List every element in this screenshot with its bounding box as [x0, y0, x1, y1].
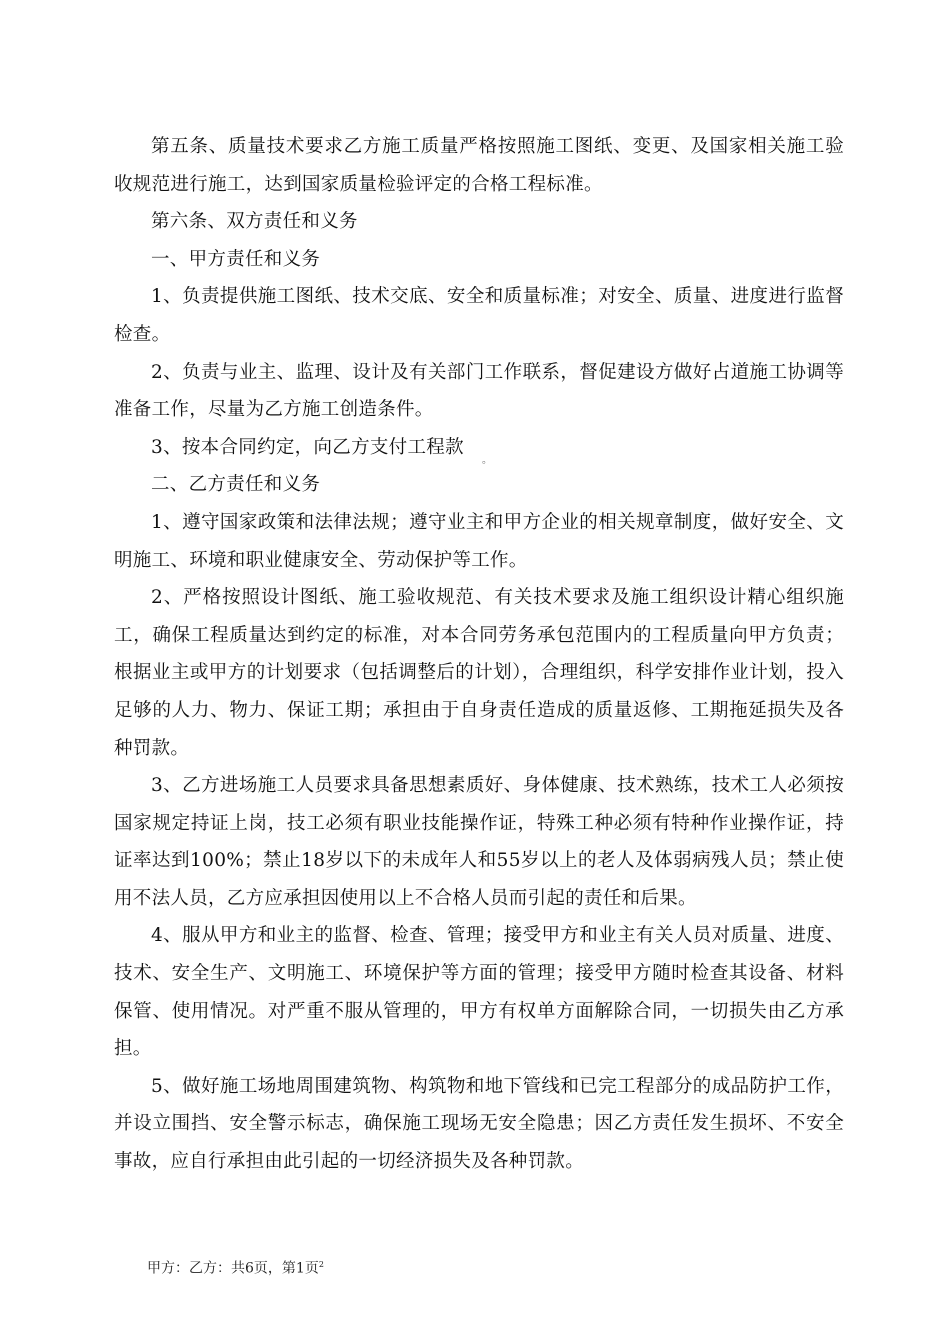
- party-b-item-4: 4、服从甲方和业主的监督、检查、管理；接受甲方和业主有关人员对质量、进度、技术、安全生产、文明施工、环境保护等方面的管理；接受甲方随时检查其设备、材料保管、使用情况。对严重不服从管理的，甲方有权单方面解除合同，一切损失由乙方承担。: [114, 925, 844, 1060]
- article-5-paragraph: 第五条、质量技术要求乙方施工质量严格按照施工图纸、变更、及国家相关施工验收规范进行施工，达到国家质量检验评定的合格工程标准。: [114, 136, 844, 195]
- party-b-item-2: 2、严格按照设计图纸、施工验收规范、有关技术要求及施工组织设计精心组织施工，确保工程质量达到约定的标准，对本合同劳务承包范围内的工程质量向甲方负责；根据业主或甲方的计划要求（包括调整后的计划），合理组织，科学安排作业计划，投入足够的人力、物力、保证工期；承担由于自身责任造成的质量返修、工期拖延损失及各种罚款。: [114, 587, 844, 759]
- party-b-item-1: 1、遵守国家政策和法律法规；遵守业主和甲方企业的相关规章制度，做好安全、文明施工、环境和职业健康安全、劳动保护等工作。: [114, 511, 844, 571]
- article-6-heading: 第六条、双方责任和义务: [151, 211, 358, 233]
- party-b-item-5: 5、做好施工场地周围建筑物、构筑物和地下管线和已完工程部分的成品防护工作，并设立围挡、安全警示标志，确保施工现场无安全隐患；因乙方责任发生损坏、不安全事故，应自行承担由此引起的一切经济损失及各种罚款。: [114, 1075, 844, 1173]
- party-b-heading: 二、乙方责任和义务: [151, 474, 321, 496]
- footer-text: 甲方：乙方：共6页，第1页: [147, 1260, 319, 1277]
- stray-punctuation-mark: 。: [482, 455, 492, 466]
- document-body: [114, 128, 844, 1181]
- party-a-item-1: 1、负责提供施工图纸、技术交底、安全和质量标准；对安全、质量、进度进行监督检查。: [114, 286, 844, 345]
- party-a-item-3: 3、按本合同约定，向乙方支付工程款: [151, 436, 464, 458]
- party-a-heading: 一、甲方责任和义务: [151, 248, 321, 270]
- party-a-item-2: 2、负责与业主、监理、设计及有关部门工作联系，督促建设方做好占道施工协调等准备工作，尽量为乙方施工创造条件。: [114, 361, 844, 421]
- page-footer: [147, 1256, 324, 1278]
- party-b-item-3: 3、乙方进场施工人员要求具备思想素质好、身体健康、技术熟练，技术工人必须按国家规定持证上岗，技工必须有职业技能操作证，特殊工种必须有特种作业操作证，持证率达到100%；禁止18岁以下的未成年人和55岁以上的老人及体弱病残人员；禁止使用不法人员，乙方应承担因使用以上不合格人员而引起的责任和后果。: [114, 775, 844, 909]
- footer-superscript: 2: [318, 1260, 324, 1269]
